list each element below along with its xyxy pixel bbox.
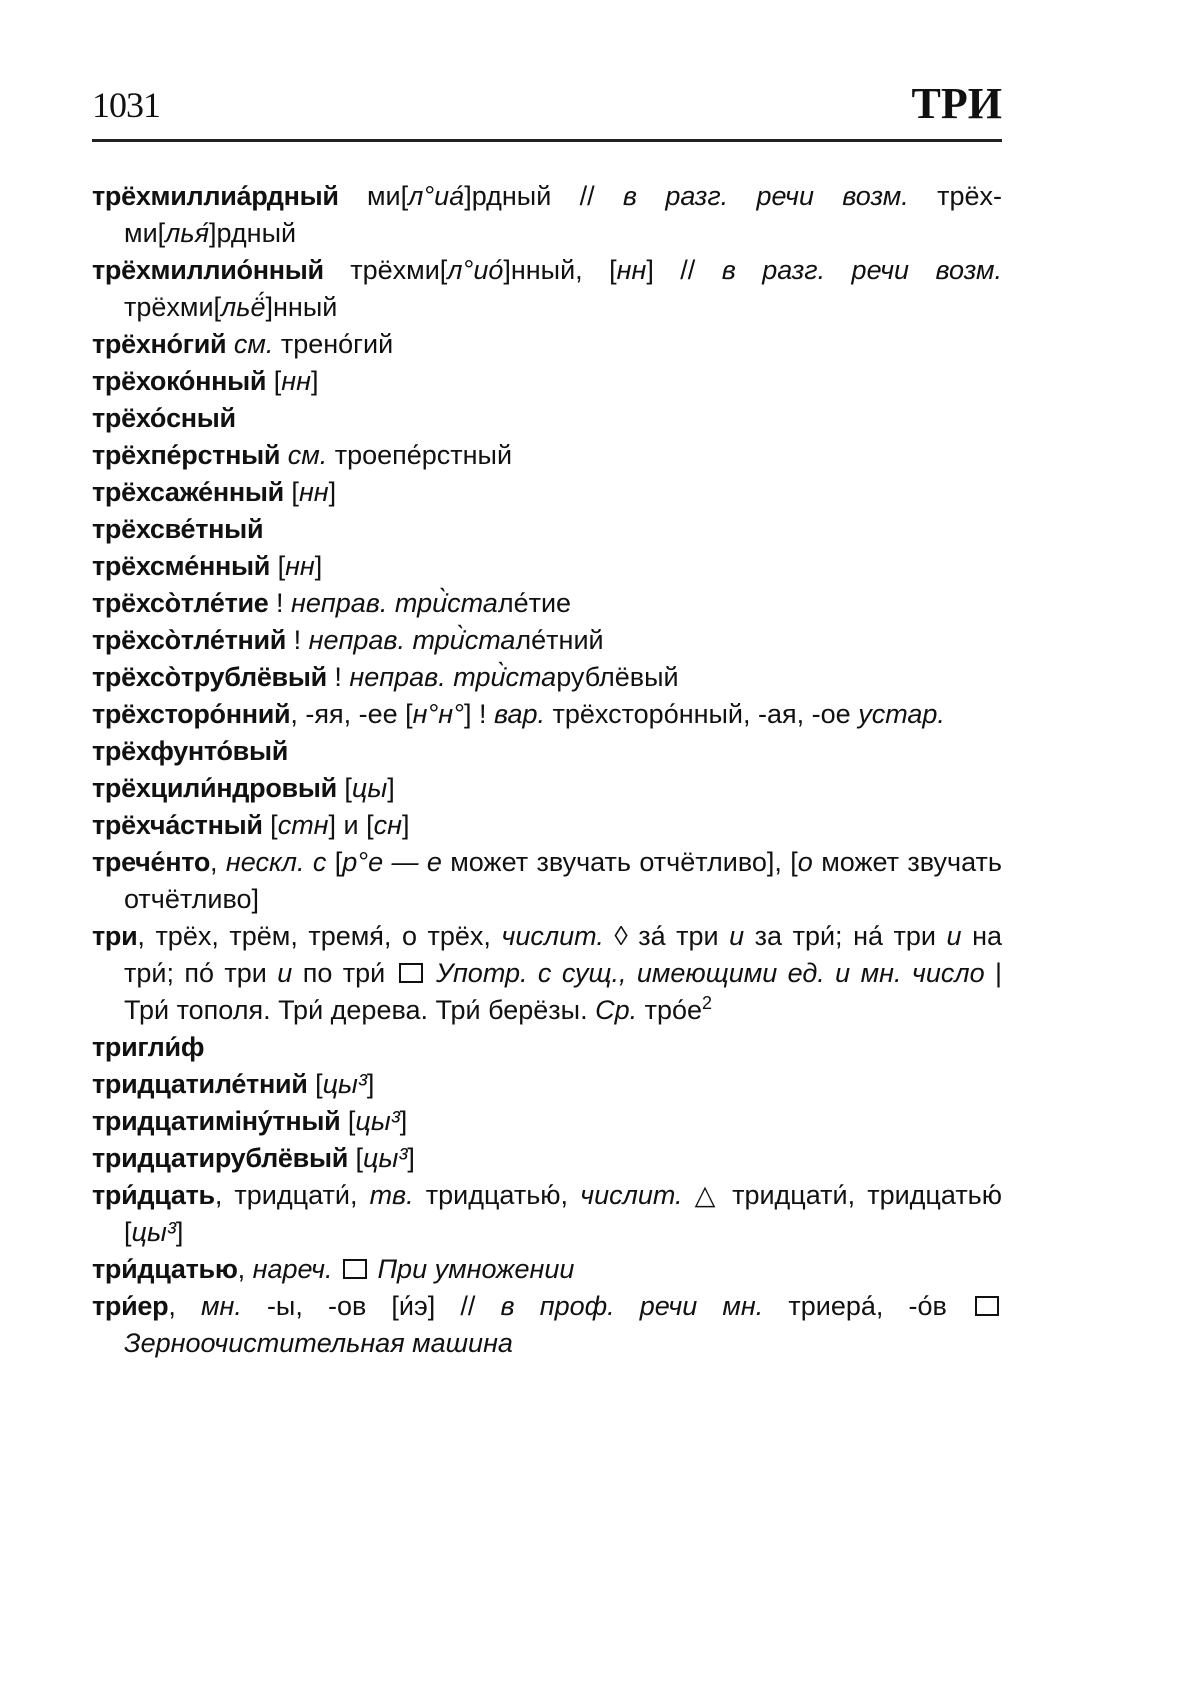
headword: три́дцатью [92, 1254, 238, 1284]
italic-note: цы³ [131, 1217, 176, 1247]
italic-note: о [797, 847, 813, 877]
headword: трёхсо̀трублёвый [92, 662, 327, 692]
entry-text: ] [399, 1106, 408, 1136]
entry-text: ] [175, 1217, 184, 1247]
entry-text: ми[ [338, 181, 409, 211]
entry-text: [ [283, 477, 299, 507]
headword: трёхфунто́вый [92, 736, 288, 766]
entry-text: ] [314, 551, 323, 581]
headword: три́ер [92, 1291, 169, 1321]
italic-note: н°н° [412, 699, 464, 729]
italic-note: в разг. речи возм. [721, 255, 1002, 285]
entry-text: трено́гий [273, 329, 394, 359]
italic-note: и [277, 958, 293, 988]
headword: трёхно́гий [92, 329, 227, 359]
dictionary-entry [92, 622, 1002, 659]
dictionary-entry [92, 1288, 1002, 1362]
entry-text: [ [336, 773, 352, 803]
entry-text: [ [340, 1106, 356, 1136]
italic-note: тв. [369, 1180, 414, 1210]
dictionary-entry [92, 252, 1002, 326]
italic-note: и [946, 921, 962, 951]
italic-note: неправ. три̇̀ста [349, 662, 557, 692]
entry-text: [ [307, 1069, 323, 1099]
entry-text: [ [270, 551, 286, 581]
dictionary-entry [92, 807, 1002, 844]
italic-note: неправ. три̇̀ста [308, 625, 516, 655]
entry-text [280, 440, 288, 470]
italic-note: льё́ [221, 292, 266, 322]
italic-note: мн. [200, 1291, 242, 1321]
entry-text: ] ! [463, 699, 494, 729]
headword: трёхмиллио́нный [92, 255, 324, 285]
dictionary-entry [92, 178, 1002, 252]
headword: трёхсо̀тле́тний [92, 625, 287, 655]
italic-note: и [729, 921, 745, 951]
entry-text: ]рдный [209, 218, 297, 248]
headword: три [92, 921, 138, 951]
italic-note: цы³ [355, 1106, 400, 1136]
italic-note: л°ио́ [447, 255, 504, 285]
dictionary-entry [92, 363, 1002, 400]
headword: трёхсве́тный [92, 514, 264, 544]
headword: трёхсо̀тле́тие [92, 588, 269, 618]
dictionary-entry [92, 400, 1002, 437]
entry-text: , -яя, -ее [ [290, 699, 413, 729]
dictionary-entry [92, 474, 1002, 511]
entry-text: ]рдный // [464, 181, 623, 211]
definition-box-icon [975, 1296, 999, 1316]
entry-text: , тридцати́, [214, 1180, 370, 1210]
dictionary-entry [92, 511, 1002, 548]
italic-note: в разг. речи возм. [622, 181, 909, 211]
entry-text: ле́тие [497, 588, 572, 618]
entry-text: триера́, -о́в [763, 1291, 972, 1321]
entry-text: | Три́ тополя. Три́ дерева. Три́ берёзы. [124, 958, 1003, 1025]
headword: трёхоко́нный [92, 366, 267, 396]
dictionary-entry [92, 844, 1002, 918]
entry-text: ] [366, 1069, 375, 1099]
dictionary-entry [92, 1066, 1002, 1103]
entry-text: ◊ за́ три [603, 921, 730, 951]
italic-note: неправ. три̇̀ста [291, 588, 498, 618]
entry-text: тро́е [637, 995, 703, 1025]
headword: тридцатиміну́тный [92, 1106, 341, 1136]
entry-text: ] [407, 1143, 415, 1173]
entry-text: △ тридцати́, тридцатью́ [ [124, 1180, 1003, 1247]
italic-note: цы [351, 773, 388, 803]
header-rule [92, 139, 1002, 142]
headword: трёхцили́ндровый [92, 773, 337, 803]
headword: трёхо́сный [92, 403, 236, 433]
entry-text: -ы, -ов [и́э] // [241, 1291, 501, 1321]
headword: трёхпе́рстный [92, 440, 281, 470]
italic-note: р°е — е [342, 847, 442, 877]
italic-note: нескл. с [225, 847, 327, 877]
entry-text: ] [310, 366, 319, 396]
definition-box-icon [343, 1259, 367, 1279]
entry-text [226, 329, 234, 359]
dictionary-entry [92, 437, 1002, 474]
dictionary-entry [92, 1140, 1002, 1177]
entry-text: по три́ [292, 958, 396, 988]
dictionary-entry [92, 770, 1002, 807]
entry-text: трёхми[ [124, 292, 222, 322]
entry-text: на три́; по́ три [124, 921, 1002, 988]
entry-text: трёхми[ [323, 255, 448, 285]
italic-note: лья́ [165, 218, 210, 248]
entry-text: ле́тний [515, 625, 604, 655]
headword: трёхча́стный [92, 810, 263, 840]
italic-note: числит. [580, 1180, 683, 1210]
dictionary-entry [92, 1029, 1002, 1066]
entry-text: ] [328, 477, 337, 507]
headword: тригли́ф [92, 1032, 205, 1062]
headword: тридцатирублёвый [92, 1143, 348, 1173]
entry-text [332, 1254, 340, 1284]
entry-text: [ [262, 810, 278, 840]
entry-text: может звучать отчётливо] [124, 847, 1002, 914]
entry-text: ! [326, 662, 350, 692]
dictionary-entry [92, 548, 1002, 585]
entry-text: ! [286, 625, 309, 655]
entry-text: , трёх, трём, тремя́, о трёх, [137, 921, 502, 951]
italic-note: цы³ [363, 1143, 408, 1173]
italic-note: сн [373, 810, 402, 840]
italic-note: см. [233, 329, 274, 359]
italic-note: При умножении [369, 1254, 575, 1284]
entry-text: рублёвый [556, 662, 679, 692]
italic-note: нн [616, 255, 647, 285]
entry-text: [ [266, 366, 282, 396]
headword: трёхмиллиа́рдный [92, 181, 339, 211]
italic-note: Употр. с сущ., имеющими ед. и мн. число [425, 958, 985, 988]
dictionary-entry [92, 1177, 1002, 1251]
dictionary-entry [92, 326, 1002, 363]
italic-note: стн [277, 810, 329, 840]
entry-text: ] // [646, 255, 722, 285]
headword: тридцатиле́тний [92, 1069, 308, 1099]
definition-box-icon [399, 963, 423, 983]
headword: трёхсме́нный [92, 551, 271, 581]
italic-note: устар. [858, 699, 945, 729]
italic-note: вар. [493, 699, 545, 729]
italic-note: в проф. речи мн. [500, 1291, 764, 1321]
entry-text: , [168, 1291, 201, 1321]
entry-text: за три́; на́ три [744, 921, 947, 951]
entry-text: ! [268, 588, 292, 618]
headword: трёхсторо́нний [92, 699, 291, 729]
headword: три́дцать [92, 1180, 215, 1210]
dictionary-entry [92, 918, 1002, 1029]
entry-text: ]нный [265, 292, 338, 322]
italic-note: см. [287, 440, 328, 470]
page-number: 1031 [92, 85, 160, 125]
homonym-index: 2 [702, 993, 713, 1013]
entry-list [92, 178, 1002, 1362]
entry-text: трёх-ми[ [124, 181, 1002, 248]
italic-note: л°иа́ [408, 181, 465, 211]
dictionary-entry [92, 696, 1002, 733]
entry-text: [ [348, 1143, 364, 1173]
italic-note: нареч. [252, 1254, 333, 1284]
italic-note: нн [298, 477, 329, 507]
entry-text: [ [326, 847, 343, 877]
entry-text: ] [387, 773, 395, 803]
italic-note: числит. [501, 921, 604, 951]
entry-text: может звучать отчётливо], [ [441, 847, 798, 877]
italic-note: нн [281, 366, 311, 396]
entry-text: ] [402, 810, 410, 840]
dictionary-entry [92, 1251, 1002, 1288]
dictionary-entry [92, 733, 1002, 770]
italic-note: цы³ [322, 1069, 367, 1099]
page-header [92, 78, 1002, 136]
entry-text: тридцатью́, [413, 1180, 581, 1210]
entry-text: ]нный, [ [503, 255, 617, 285]
guide-word: ТРИ [911, 79, 1002, 128]
dictionary-entry [92, 1103, 1002, 1140]
entry-text: троепе́рстный [327, 440, 513, 470]
headword: трёхсаже́нный [92, 477, 284, 507]
italic-note: нн [285, 551, 315, 581]
dictionary-entry [92, 659, 1002, 696]
entry-text: , [237, 1254, 253, 1284]
headword: трече́нто [92, 847, 211, 877]
entry-text: ] и [ [328, 810, 374, 840]
italic-note: Ср. [595, 995, 638, 1025]
dictionary-entry [92, 585, 1002, 622]
entry-text: , [210, 847, 226, 877]
italic-note: Зерноочистительная машина [124, 1328, 513, 1358]
entry-text: трёхсторо́нный, -ая, -ое [545, 699, 859, 729]
